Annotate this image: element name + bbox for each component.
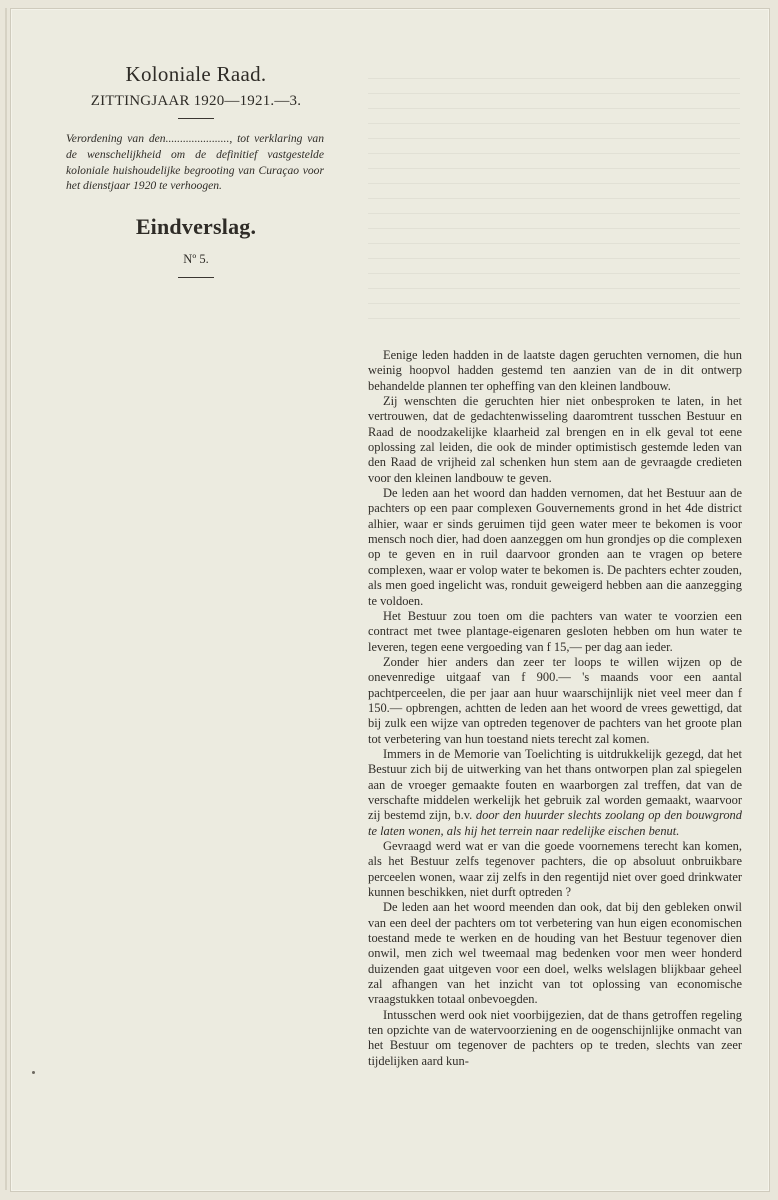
ordinance-description: Verordening van den......................, tot verklaring van de wenschelijkheid om de definitief vastgestelde koloniale huishoudelijke begrooting van Curaçao voor het dienstjaar 1920 te verhoogen. xyxy=(66,132,324,193)
italic-quote: door den huurder slechts zoolang op den bouwgrond te laten wonen, als hij het terrein naar redelijke eischen benut. xyxy=(368,808,742,838)
paragraph: Zij wenschten die geruchten hier niet onbesproken te laten, in het vertrouwen, dat de gedachtenwisseling daaromtrent tusschen Bestuur en Raad de noodzakelijke klaarheid zal brengen en in elk geval tot eene oplossing zal leiden, die ook de minder optimistisch gestemde leden van den Raad de vrijheid zal schenken hun stem aan de gevraagde credieten voor den kleinen landbouw te geven. xyxy=(368,394,742,485)
paragraph: Gevraagd werd wat er van die goede voornemens terecht kan komen, als het Bestuur zelfs tegenover pachters, die op absoluut onbruikbare perceelen wonen, waar zij zelfs in den regentijd niet over goed drinkwater kunnen beschikken, niet durft optreden ? xyxy=(368,839,742,900)
document-header xyxy=(62,62,330,278)
paragraph-text: Immers in de Memorie van Toelichting is uitdrukkelijk gezegd, dat het Bestuur zich bij de uitwerking van het thans ontworpen plan zal spiegelen aan de vroeger gemaakte fouten en waarborgen zal treffen, dat van de verschafte middelen werkelijk het gebruik zal worden gemaakt, waarvoor zij bestemd zijn, b.v. xyxy=(368,746,742,823)
paragraph: Eenige leden hadden in de laatste dagen geruchten vernomen, die hun weinig hoopvol hadden gestemd ten aanzien van de in dit ontwerp behandelde plannen ter opheffing van den kleinen landbouw. xyxy=(368,348,742,393)
number-divider xyxy=(178,277,214,278)
paragraph: Zonder hier anders dan zeer ter loops te willen wijzen op de onevenredige uitgaaf van f 900.— 's maands voor een aantal pachtperceelen, die per jaar aan huur waarschijnlijk niet veel meer dan f 150.— opbrengen, achtten de leden aan het woord de vrees gewettigd, dat bij zulk een wijze van optreden tegenover de pachters van het groote plan tot verbetering van hun toestand niets terecht zal komen. xyxy=(368,654,742,746)
paragraph: Het Bestuur zou toen om die pachters van water te voorzien een contract met twee plantage-eigenaren gesloten hebben om hun water te leveren, tegen eene vergoeding van f 15,— per dag aan ieder. xyxy=(368,608,742,654)
council-title: Koloniale Raad. xyxy=(125,62,267,86)
page-edge-line xyxy=(5,8,7,1190)
document-number: Nº 5. xyxy=(183,252,209,267)
report-body xyxy=(368,348,742,1069)
session-year: ZITTINGJAAR 1920—1921.—3. xyxy=(90,93,302,109)
paragraph: De leden aan het woord dan hadden vernomen, dat het Bestuur aan de pachters op een paar complexen Gouvernements grond in het 4de district alhier, waar er sinds geruimen tijd geen water meer te bekomen is voor mensch noch dier, had doen aanzeggen om hun grondjes op die complexen op te geven en in ruil daarvoor gronden aan te vragen op betere complexen, waar er volop water te bekomen is. De pachters echter zouden, als men goed ingelicht was, ronduit geweigerd hebben aan die aanzegging te voldoen. xyxy=(368,486,742,608)
document-type: Eindverslag. xyxy=(135,214,257,240)
paragraph: De leden aan het woord meenden dan ook, dat bij den gebleken onwil van een deel der pachters om tot verbetering van hun eigen economischen toestand mede te werken en de houding van het Bestuur tegenover dien onwil, men zich wel tweemaal mag bedenken voor men weer honderd duizenden gaat uitgeven voor een doel, welks welslagen blijkbaar geheel zal afhangen van het inzicht van tot oplossing van economische vraagstukken totaal onbevoegden. xyxy=(368,900,742,1007)
show-through-text xyxy=(368,68,740,324)
paragraph xyxy=(368,747,742,839)
paragraph: Intusschen werd ook niet voorbijgezien, dat de thans getroffen regeling ten opzichte van de watervoorziening en de oogenschijnlijke onmacht van het Bestuur om tegenover de pachters op te treden, slechts van zeer tijdelijken aard kun- xyxy=(368,1007,742,1068)
page-speck xyxy=(32,1071,35,1074)
header-divider xyxy=(178,118,214,119)
